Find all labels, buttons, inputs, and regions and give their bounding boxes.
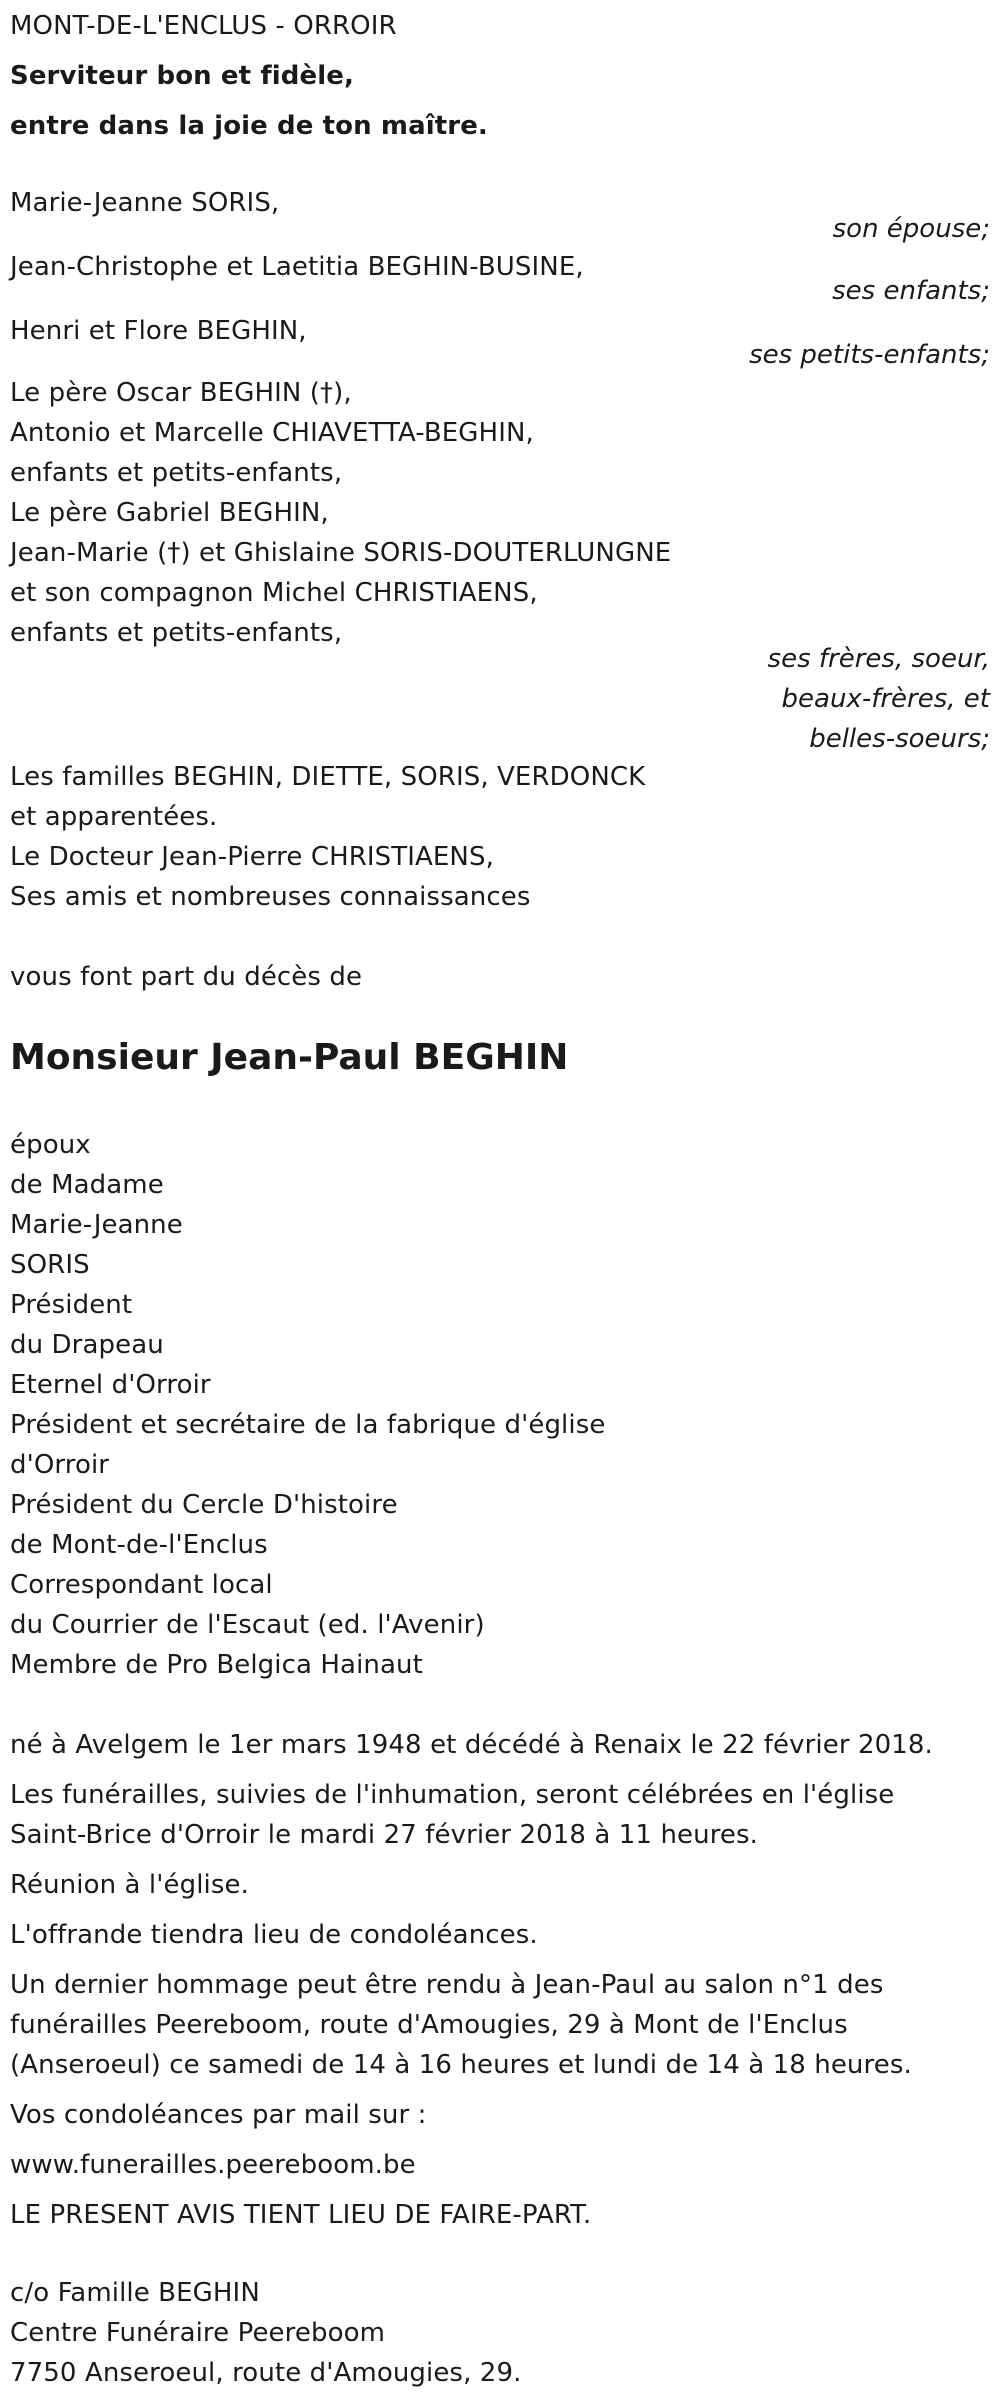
sibling-line: Le père Oscar BEGHIN (†), bbox=[10, 378, 352, 408]
sibling-line: Le père Gabriel BEGHIN, bbox=[10, 498, 329, 528]
sibling-line: et son compagnon Michel CHRISTIAENS, bbox=[10, 578, 538, 608]
title-line: Président du Cercle D'histoire bbox=[10, 1490, 398, 1520]
tribute-line-1: Un dernier hommage peut être rendu à Jean-Paul au salon n°1 des bbox=[10, 1970, 884, 2000]
others-line: et apparentées. bbox=[10, 802, 218, 832]
grandchildren-name: Henri et Flore BEGHIN, bbox=[10, 316, 307, 346]
offering-line: L'offrande tiendra lieu de condoléances. bbox=[10, 1920, 538, 1950]
spouse-name: Marie-Jeanne SORIS, bbox=[10, 188, 280, 218]
location-heading: MONT-DE-L'ENCLUS - ORROIR bbox=[10, 11, 397, 41]
others-line: Les familles BEGHIN, DIETTE, SORIS, VERDONCK bbox=[10, 762, 646, 792]
contact-line-3: 7750 Anseroeul, route d'Amougies, 29. bbox=[10, 2358, 522, 2388]
verse-line-2: entre dans la joie de ton maître. bbox=[10, 111, 488, 141]
website-link[interactable]: www.funerailles.peereboom.be bbox=[10, 2150, 416, 2180]
title-line: Président et secrétaire de la fabrique d'église bbox=[10, 1410, 606, 1440]
title-line: d'Orroir bbox=[10, 1450, 110, 1480]
contact-line-1: c/o Famille BEGHIN bbox=[10, 2278, 260, 2308]
contact-line-2: Centre Funéraire Peereboom bbox=[10, 2318, 386, 2348]
title-line: de Mont-de-l'Enclus bbox=[10, 1530, 268, 1560]
spouse-role: son épouse; bbox=[832, 214, 990, 244]
siblings-role-line: beaux-frères, et bbox=[781, 684, 990, 714]
title-line: SORIS bbox=[10, 1250, 90, 1280]
title-line: du Courrier de l'Escaut (ed. l'Avenir) bbox=[10, 1610, 485, 1640]
faire-part-notice: LE PRESENT AVIS TIENT LIEU DE FAIRE-PART. bbox=[10, 2200, 592, 2230]
sibling-line: enfants et petits-enfants, bbox=[10, 618, 343, 648]
others-line: Le Docteur Jean-Pierre CHRISTIAENS, bbox=[10, 842, 494, 872]
title-line: Marie-Jeanne bbox=[10, 1210, 183, 1240]
announcement-intro: vous font part du décès de bbox=[10, 962, 363, 992]
verse-line-1: Serviteur bon et fidèle, bbox=[10, 61, 354, 91]
sibling-line: Jean-Marie (†) et Ghislaine SORIS-DOUTERLUNGNE bbox=[10, 538, 672, 568]
others-line: Ses amis et nombreuses connaissances bbox=[10, 882, 531, 912]
title-line: Eternel d'Orroir bbox=[10, 1370, 211, 1400]
funeral-line-2: Saint-Brice d'Orroir le mardi 27 février 2018 à 11 heures. bbox=[10, 1820, 759, 1850]
reunion-line: Réunion à l'église. bbox=[10, 1870, 249, 1900]
title-line: du Drapeau bbox=[10, 1330, 164, 1360]
title-line: de Madame bbox=[10, 1170, 164, 1200]
title-line: Membre de Pro Belgica Hainaut bbox=[10, 1650, 423, 1680]
title-line: Président bbox=[10, 1290, 133, 1320]
birth-death-line: né à Avelgem le 1er mars 1948 et décédé à Renaix le 22 février 2018. bbox=[10, 1730, 933, 1760]
children-role: ses enfants; bbox=[832, 276, 990, 306]
funeral-line-1: Les funérailles, suivies de l'inhumation, seront célébrées en l'église bbox=[10, 1780, 895, 1810]
siblings-role-line: ses frères, soeur, bbox=[767, 644, 990, 674]
tribute-line-2: funérailles Peereboom, route d'Amougies, 29 à Mont de l'Enclus bbox=[10, 2010, 848, 2040]
tribute-line-3: (Anseroeul) ce samedi de 14 à 16 heures et lundi de 14 à 18 heures. bbox=[10, 2050, 912, 2080]
condolences-intro: Vos condoléances par mail sur : bbox=[10, 2100, 427, 2130]
sibling-line: enfants et petits-enfants, bbox=[10, 458, 343, 488]
grandchildren-role: ses petits-enfants; bbox=[749, 340, 990, 370]
children-name: Jean-Christophe et Laetitia BEGHIN-BUSINE, bbox=[10, 252, 584, 282]
sibling-line: Antonio et Marcelle CHIAVETTA-BEGHIN, bbox=[10, 418, 534, 448]
siblings-role-line: belles-soeurs; bbox=[809, 724, 990, 754]
deceased-name: Monsieur Jean-Paul BEGHIN bbox=[10, 1037, 569, 1078]
title-line: Correspondant local bbox=[10, 1570, 273, 1600]
title-line: époux bbox=[10, 1130, 91, 1160]
